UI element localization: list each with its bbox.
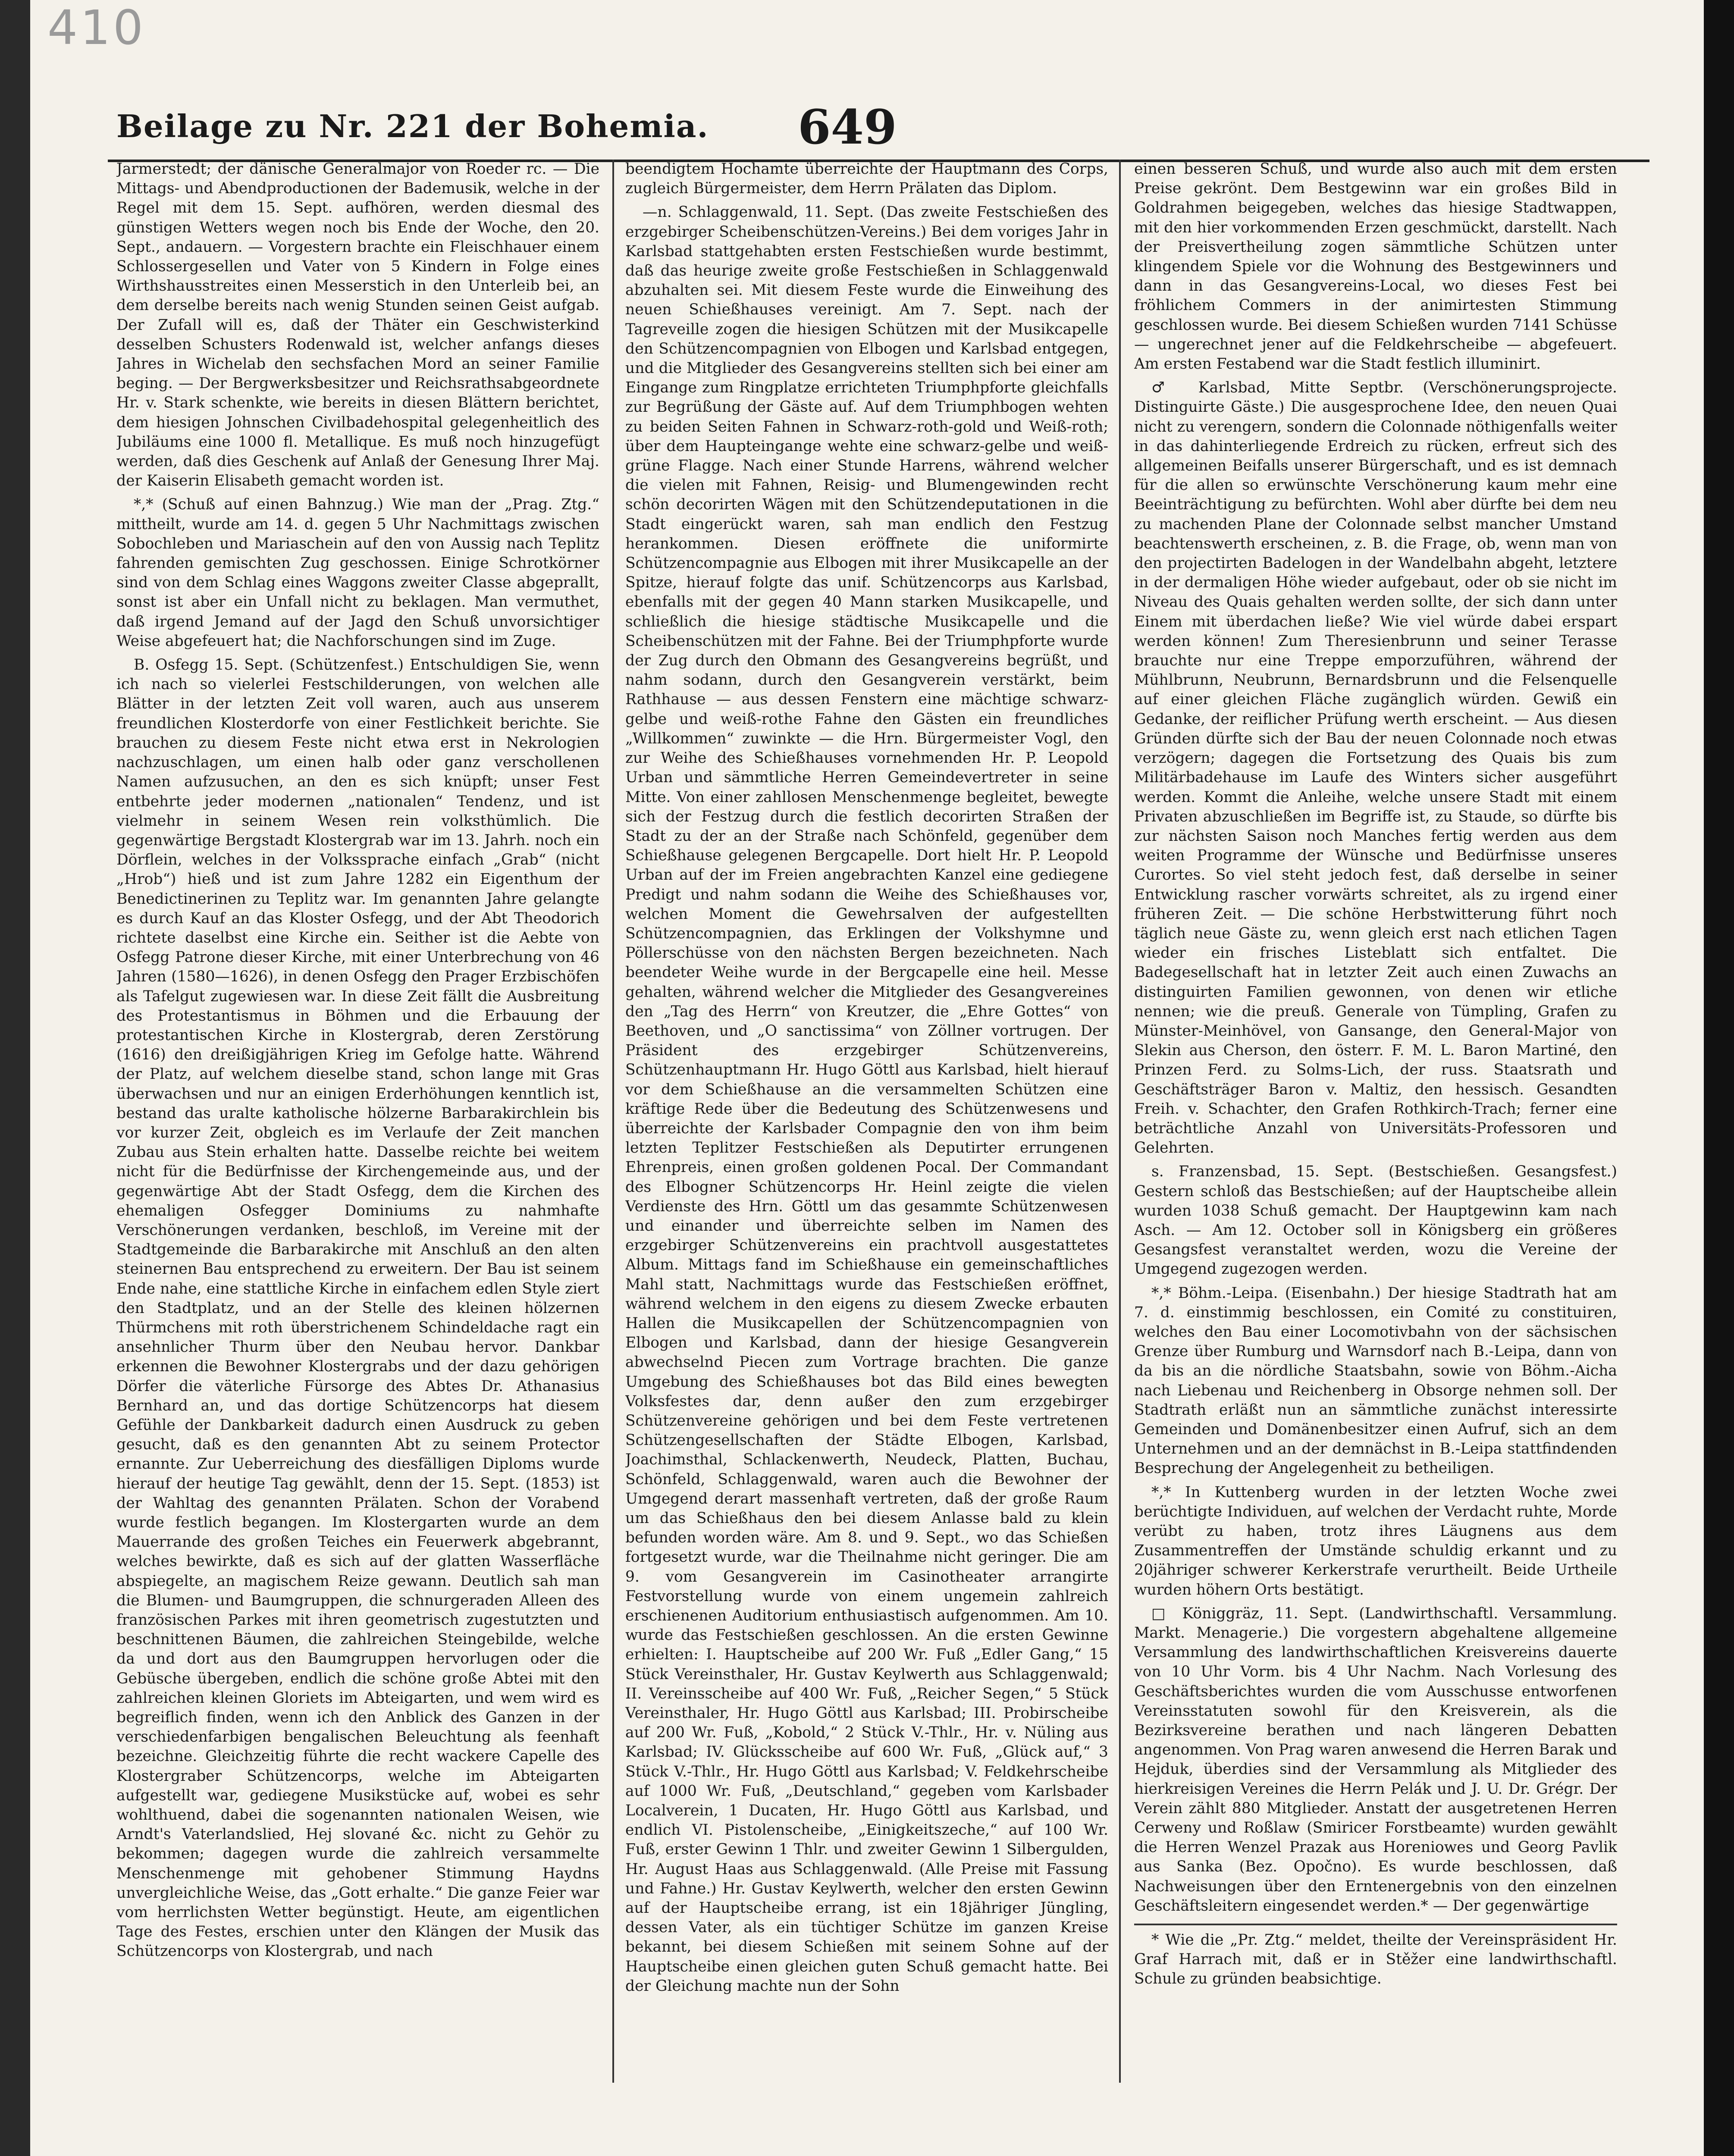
paragraph: ♂ Karlsbad, Mitte Septbr. (Verschönerungsprojecte. Distinguirte Gäste.) Die ausgesprochene Idee, den neuen Quai nicht zu verengern, sondern die Colonnade nöthigenfalls weiter in das dahinterliegende Erdreich zu rücken, erfreut sich des allgemeinen Beifalls unserer Bürgerschaft, und es ist demnach für die allen so erwünschte Verschönerung kaum mehr eine Beeinträchtigung zu befürchten. Wohl aber dürfte bei dem neu zu machenden Plane der Colonnade selbst mancher Umstand beachtenswerth erscheinen, z. B. die Frage, ob, wenn man von den projectirten Badelogen in der Wandelbahn abgeht, letztere in der dermaligen Höhe wieder aufgebaut, oder ob sie nicht im Niveau des Quais gehalten werden sollte, der sich dann unter Einem mit überdachen ließe? Wie viel würde dabei erspart werden können! Zum Theresienbrunn und seiner Terasse brauchte nur eine Treppe emporzuführen, während der Mühlbrunn, Neubrunn, Bernardsbrunn und die Felsenquelle auf einer gleichen Fläche zugänglich würden. Gewiß ein Gedanke, der reiflicher Prüfung werth erscheint. — Aus diesen Gründen dürfte sich der Bau der neuen Colonnade noch etwas verzögern; dagegen die Fortsetzung des Quais bis zum Militärbadehause im Laufe des Winters sicher ausgeführt werden. Kommt die Anleihe, welche unsere Stadt mit einem Privaten abzuschließen im Begriffe ist, zu Staude, so dürfte bis zur nächsten Saison noch Manches fertig werden aus dem weiten Programme der Wünsche und Bedürfnisse unseres Curortes. So viel steht jedoch fest, daß derselbe in seiner Entwicklung rascher vorwärts schreitet, als zu irgend einer früheren Zeit. — Die schöne Herbstwitterung führt noch täglich neue Gäste zu, wenn gleich erst nach etlichen Tagen wieder ein frisches Listeblatt sich entfaltet. Die Badegesellschaft hat in letzter Zeit auch einen Zuwachs an distinguirten Familien gewonnen, von denen wir etliche nennen; wie die preuß. Generale von Tümpling, Grafen zu Münster-Meinhövel, von Gansange, den General-Major von Slekin aus Cherson, den österr. F. M. L. Baron Martiné, den Prinzen Ferd. zu Solms-Lich, der russ. Staatsrath und Geschäftsträger Baron v. Maltiz, den hessisch. Gesandten Freih. v. Schachter, den Grafen Rothkirch-Trach; ferner eine beträchtliche Anzahl von Universitäts-Professoren und Gelehrten. [1134, 379, 1617, 1157]
footnote: * Wie die „Pr. Ztg.“ meldet, theilte der Vereinspräsident Hr. Graf Harrach mit, daß er in Stěžer eine landwirthschaftl. Schule zu gründen beabsichtige. [1134, 1924, 1617, 1989]
paragraph: *,* Böhm.-Leipa. (Eisenbahn.) Der hiesige Stadtrath hat am 7. d. einstimmig beschlossen, ein Comité zu constituiren, welches den Bau einer Locomotivbahn von der sächsischen Grenze über Rumburg und Warnsdorf nach B.-Leipa, dann von da bis an die nördliche Staatsbahn, sowie von Böhm.-Aicha nach Liebenau und Reichenberg in Obsorge nehmen soll. Der Stadtrath erläßt nun an sämmtliche zunächst interessirte Gemeinden und Domänenbesitzer einen Aufruf, sich an dem Unternehmen und an der demnächst in B.-Leipa stattfindenden Besprechung der Angelegenheit zu betheiligen. [1134, 1284, 1617, 1477]
paragraph: □ Königgräz, 11. Sept. (Landwirthschaftl. Versammlung. Markt. Menagerie.) Die vorgestern abgehaltene allgemeine Versammlung des landwirthschaftlichen Kreisvereins dauerte von 10 Uhr Vorm. bis 4 Uhr Nachm. Nach Vorlesung des Geschäftsberichtes wurden die vom Ausschusse entworfenen Vereinsstatuten sowohl für den Kreisverein, als die Bezirksvereine berathen und nach längeren Debatten angenommen. Von Prag waren anwesend die Herren Barak und Hejduk, überdies sind der Versammlung als Mitglieder des hierkreisigen Vereines die Herrn Pelák und J. U. Dr. Grégr. Der Verein zählt 880 Mitglieder. Anstatt der ausgetretenen Herren Cerweny und Roßlaw (Smiricer Forstbeamte) wurden gewählt die Herren Wenzel Prazak aus Horeniowes und Georg Pavlik aus Sanka (Bez. Opočno). Es wurde beschlossen, daß Nachweisungen über den Erntenergebnis von den einzelnen Geschäftsleitern eingesendet werden.* — Der gegenwärtige [1134, 1604, 1617, 1915]
paragraph: Jarmerstedt; der dänische Generalmajor von Roeder rc. — Die Mittags- und Abendproductionen der Bademusik, welche in der Regel mit dem 15. Sept. aufhören, werden diesmal des günstigen Wetters wegen noch bis Ende der Woche, den 20. Sept., andauern. — Vorgestern brachte ein Fleischhauer einem Schlossergesellen und Vater von 5 Kindern in Folge eines Wirthshausstreites einen Messerstich in den Unterleib bei, an dem derselbe bereits nach wenig Stunden seinen Geist aufgab. Der Zufall will es, daß der Thäter ein Geschwisterkind desselben Schusters Rodenwald ist, welcher anfangs dieses Jahres in Wichelab den sechsfachen Mord an seiner Familie beging. — Der Bergwerksbesitzer und Reichsrathsabgeordnete Hr. v. Stark schenkte, wie bereits in diesen Blättern berichtet, dem hiesigen Johnschen Civilbadehospital gelegenheitlich des Jubiläums eine 1000 fl. Metallique. Es muß noch hinzugefügt werden, daß dies Geschenk auf Anlaß der Genesung Ihrer Maj. der Kaiserin Elisabeth gemacht worden ist. [116, 160, 599, 490]
margin-note: 410 [47, 0, 146, 55]
column-2 [625, 160, 1108, 2143]
article-columns [108, 160, 1712, 2143]
page-number: 649 [798, 99, 897, 155]
paragraph: beendigtem Hochamte überreichte der Hauptmann des Corps, zugleich Bürgermeister, dem Herrn Prälaten das Diplom. [625, 160, 1108, 197]
paragraph: *,* (Schuß auf einen Bahnzug.) Wie man der „Prag. Ztg.“ mittheilt, wurde am 14. d. gegen 5 Uhr Nachmittags zwischen Sobochleben und Mariaschein auf den von Aussig nach Teplitz fahrenden gemischten Zug geschossen. Einige Schrotkörner sind von dem Schlag eines Waggons zweiter Classe abgeprallt, sonst ist aber ein Unfall nicht zu beklagen. Man vermuthet, daß irgend Jemand auf der Jagd den Schuß unvorsichtiger Weise abgefeuert hat; die Nachforschungen sind im Zuge. [116, 496, 599, 650]
paragraph: —n. Schlaggenwald, 11. Sept. (Das zweite Festschießen des erzgebirger Scheibenschützen-Vereins.) Bei dem voriges Jahr in Karlsbad stattgehabten ersten Festschießen wurde bestimmt, daß das heurige zweite große Festschießen in Schlaggenwald abzuhalten sei. Mit diesem Feste wurde die Einweihung des neuen Schießhauses vereinigt. Am 7. Sept. nach der Tagreveille zogen die hiesigen Schützen mit der Musikcapelle den Schützencompagnien von Elbogen und Karlsbad entgegen, und die Mitglieder des Gesangvereins stellten sich bei einer am Eingange zum Ringplatze errichteten Triumphpforte gleichfalls zur Begrüßung der Gäste auf. Auf dem Triumphbogen wehten zu beiden Seiten Fahnen in Schwarz-roth-gold und Weiß-roth; über dem Haupteingange wehte eine schwarz-gelbe und weiß-grüne Flagge. Nach einer Stunde Harrens, während welcher die vielen mit Fahnen, Reisig- und Blumengewinden recht schön decorirten Wägen mit den Schützendeputationen in die Stadt eingerückt waren, sah man endlich den Festzug herankommen. Diesen eröffnete die uniformirte Schützencompagnie aus Elbogen mit ihrer Musikcapelle an der Spitze, hierauf folgte das unif. Schützencorps aus Karlsbad, ebenfalls mit der gegen 40 Mann starken Musikcapelle, und schließlich die hiesige städtische Musikcapelle und die Scheibenschützen mit der Fahne. Bei der Triumphpforte wurde der Zug durch den Obmann des Gesangvereins begrüßt, und nahm sodann, durch den Gesangverein verstärkt, beim Rathhause — aus dessen Fenstern eine mächtige schwarz-gelbe und weiß-rothe Fahne den Gästen ein freundliches „Willkommen“ zuwinkte — die Hrn. Bürgermeister Vogl, den zur Weihe des Schießhauses vornehmenden Hr. P. Leopold Urban und sämmtliche Herren Gemeindevertreter in seine Mitte. Von einer zahllosen Menschenmenge begleitet, bewegte sich der Festzug durch die festlich decorirten Straßen der Stadt zu der an der Straße nach Schönfeld, gegenüber dem Schießhause gelegenen Bergcapelle. Dort hielt Hr. P. Leopold Urban auf der im Freien angebrachten Kanzel eine gediegene Predigt und nahm sodann die Weihe des Schießhauses vor, welchen Moment die Gewehrsalven der aufgestellten Schützencompagnien, das Erklingen der Volkshymne und Pöllerschüsse von den nächsten Bergen bezeichneten. Nach beendeter Weihe wurde in der Bergcapelle eine heil. Messe gehalten, während welcher die Mitglieder des Gesangvereines den „Tag des Herrn“ von Kreutzer, die „Ehre Gottes“ von Beethoven, und „O sanctissima“ von Zöllner vortrugen. Der Präsident des erzgebirger Schützenvereins, Schützenhauptmann Hr. Hugo Göttl aus Karlsbad, hielt hierauf vor dem Schießhause an die versammelten Schützen eine kräftige Rede über die Bedeutung des Schützenwesens und überreichte der Karlsbader Compagnie den von ihm beim letzten Teplitzer Festschießen als Deputirter errungenen Ehrenpreis, einen großen goldenen Pocal. Der Commandant des Elbogner Schützencorps Hr. Heinl zeigte die vielen Verdienste des Hrn. Göttl um das gesammte Schützenwesen und einander und überreichte selben im Namen des erzgebirger Schützenvereins ein prachtvoll ausgestattetes Album. Mittags fand im Schießhause ein gemeinschaftliches Mahl statt, Nachmittags wurde das Festschießen eröffnet, während welchem in den eigens zu diesem Zwecke erbauten Hallen die Musikcapellen der Schützencompagnien von Elbogen und Karlsbad, dann der hiesige Gesangverein abwechselnd Piecen zum Vortrage brachten. Die ganze Umgebung des Schießhauses bot das Bild eines bewegten Volksfestes dar, denn außer den zum erzgebirger Schützenvereine gehörigen und bei dem Feste vertretenen Schützengesellschaften der Städte Elbogen, Karlsbad, Joachimsthal, Schlackenwerth, Neudeck, Platten, Buchau, Schönfeld, Schlaggenwald, waren auch die Bewohner der Umgegend derart massenhaft vertreten, daß der große Raum um das Schießhaus den bei diesem Anlasse bald zu klein befunden worden wäre. Am 8. und 9. Sept., wo das Schießen fortgesetzt wurde, war die Theilnahme nicht geringer. Die am 9. vom Gesangverein im Casinotheater arrangirte Festvorstellung wurde von einem ungemein zahlreich erschienenen Auditorium enthusiastisch aufgenommen. Am 10. wurde das Festschießen geschlossen. An die ersten Gewinne erhielten: I. Hauptscheibe auf 200 Wr. Fuß „Edler Gang,“ 15 Stück Vereinsthaler, Hr. Gustav Keylwerth aus Schlaggenwald; II. Vereinsscheibe auf 400 Wr. Fuß, „Reicher Segen,“ 5 Stück Vereinsthaler, Hr. Hugo Göttl aus Karlsbad; III. Probirscheibe auf 200 Wr. Fuß, „Kobold,“ 2 Stück V.-Thlr., Hr. v. Nüling aus Karlsbad; IV. Glücksscheibe auf 600 Wr. Fuß, „Glück auf,“ 3 Stück V.-Thlr., Hr. Hugo Göttl aus Karlsbad; V. Feldkehrscheibe auf 1000 Wr. Fuß, „Deutschland,“ gegeben vom Karlsbader Localverein, 1 Ducaten, Hr. Hugo Göttl aus Karlsbad, und endlich VI. Pistolenscheibe, „Einigkeitszeche,“ auf 100 Wr. Fuß, erster Gewinn 1 Thlr. und zweiter Gewinn 1 Silbergulden, Hr. August Haas aus Schlaggenwald. (Alle Preise mit Fassung und Fahne.) Hr. Gustav Keylwerth, welcher den ersten Gewinn auf der Hauptscheibe errang, ist ein 18jähriger Jüngling, dessen Vater, als ein tüchtiger Schütze im ganzen Kreise bekannt, bei diesem Schießen mit seinem Sohne auf der Hauptscheibe einen gleichen guten Schuß gemacht hatte. Bei der Gleichung machte nun der Sohn [625, 204, 1108, 1995]
column-1 [116, 160, 599, 2143]
paragraph: B. Osfegg 15. Sept. (Schützenfest.) Entschuldigen Sie, wenn ich nach so vielerlei Festschilderungen, von welchen alle Blätter in der letzten Zeit voll waren, auch aus unserem freundlichen Klosterdorfe von einer Festlichkeit berichte. Sie brauchen zu diesem Feste nicht etwa erst in Nekrologien nachzuschlagen, um einen halb oder ganz verschollenen Namen aufzusuchen, an den es sich knüpft; unser Fest entbehrte jeder modernen „nationalen“ Tendenz, und ist vielmehr in seinem Wesen rein volksthümlich. Die gegenwärtige Bergstadt Klostergrab war im 13. Jahrh. noch ein Dörflein, welches in der Volkssprache einfach „Grab“ (nicht „Hrob“) hieß und ist zum Jahre 1282 ein Eigenthum der Benedictinerinen zu Teplitz war. Im genannten Jahre gelangte es durch Kauf an das Kloster Osfegg, und der Abt Theodorich richtete daselbst eine Kirche ein. Seither ist die Aebte von Osfegg Patrone dieser Kirche, mit einer Unterbrechung von 46 Jahren (1580—1626), in denen Osfegg den Prager Erzbischöfen als Tafelgut zugewiesen war. In diese Zeit fällt die Ausbreitung des Protestantismus in Böhmen und die Erbauung der protestantischen Kirche in Klostergrab, deren Zerstörung (1616) den dreißigjährigen Krieg im Gefolge hatte. Während der Platz, auf welchem dieselbe stand, schon lange mit Gras überwachsen und nur an einigen Erderhöhungen kenntlich ist, bestand das uralte katholische hölzerne Barbarakirchlein bis vor kurzer Zeit, obgleich es im Verlaufe der Zeit manchen Zubau aus Stein erhalten hatte. Dasselbe reichte bei weitem nicht für die Bedürfnisse der Kirchengemeinde aus, und der gegenwärtige Abt der Stadt Osfegg, dem die Kirchen des ehemaligen Osfegger Dominiums zu nahmhafte Verschönerungen verdanken, beschloß, im Vereine mit der Stadtgemeinde die Barbarakirche mit Anschluß an den alten steinernen Bau entsprechend zu erweitern. Der Bau ist seinem Ende nahe, eine stattliche Kirche in einfachem edlen Style ziert den Stadtplatz, und an der Stelle des kleinen hölzernen Thürmchens mit roth überstrichenem Schindeldache ragt ein ansehnlicher Thurm über den Neubau hervor. Dankbar erkennen die Bewohner Klostergrabs und der dazu gehörigen Dörfer die väterliche Fürsorge des Abtes Dr. Athanasius Bernhard an, und das dortige Schützencorps hat diesem Gefühle der Dankbarkeit dadurch einen Ausdruck zu geben gesucht, daß es den genannten Abt zu seinem Protector ernannte. Zur Ueberreichung des diesfälligen Diploms wurde hierauf der heutige Tag gewählt, denn der 15. Sept. (1853) ist der Wahltag des genannten Prälaten. Schon der Vorabend wurde festlich begangen. Im Klostergarten wurde an dem Mauerrande des großen Teiches ein Feuerwerk abgebrannt, welches bewirkte, daß es sich auf der glatten Wasserfläche abspiegelte, an magischem Reize gewann. Deutlich sah man die Blumen- und Baumgruppen, die schnurgeraden Alleen des französischen Parkes mit ihren geometrisch zugestutzten und beschnittenen Bäumen, die zahlreichen Steingebilde, welche da und dort aus den Baumgruppen hervorlugen oder die Gebüsche übergeben, endlich die schöne große Abtei mit den zahlreichen kleinen Gloriets im Abteigarten, und wem wird es begreiflich finden, wenn ich den Anblick des Ganzen in der verschiedenfarbigen bengalischen Beleuchtung als feenhaft bezeichne. Gleichzeitig führte die recht wackere Capelle des Klostergraber Schützencorps, welche im Abteigarten aufgestellt war, gediegene Musikstücke auf, wobei es sehr wohlthuend, dabei die sogenannten nationalen Weisen, wie Arndt's Vaterlandslied, Hej slované &c. nicht zu Gehör zu bekommen; dagegen wurde die zahlreich versammelte Menschenmenge mit gehobener Stimmung Haydns unvergleichliche Weise, das „Gott erhalte.“ Die ganze Feier war vom herrlichsten Wetter begünstigt. Heute, am eigentlichen Tage des Festes, erschien unter den Klängen der Musik das Schützencorps von Klostergrab, und nach [116, 656, 599, 1960]
paragraph: *,* In Kuttenberg wurden in der letzten Woche zwei berüchtigte Individuen, auf welchen der Verdacht ruhte, Morde verübt zu haben, trotz ihres Läugnens aus dem Zusammentreffen der Umstände schuldig erkannt und zu 20jähriger schwerer Kerkerstrafe verurtheilt. Beide Urtheile wurden höhern Orts bestätigt. [1134, 1483, 1617, 1598]
paragraph: s. Franzensbad, 15. Sept. (Bestschießen. Gesangsfest.) Gestern schloß das Bestschießen; auf der Hauptscheibe allein wurden 1038 Schuß gemacht. Der Hauptgewinn kam nach Asch. — Am 12. October soll in Königsberg ein größeres Gesangsfest veranstaltet werden, wozu die Vereine der Umgegend zugezogen werden. [1134, 1163, 1617, 1278]
supplement-title: Beilage zu Nr. 221 der Bohemia. [116, 108, 709, 144]
column-divider [1119, 160, 1121, 2083]
column-3 [1134, 160, 1617, 2143]
newspaper-page [30, 0, 1714, 2156]
page-header [108, 99, 1649, 155]
column-divider [612, 160, 614, 2083]
paragraph: einen besseren Schuß, und wurde also auch mit dem ersten Preise gekrönt. Dem Bestgewinn war ein großes Bild in Goldrahmen beigegeben, welches das hiesige Stadtwappen, mit den hier vorkommenden Erzen geschmückt, darstellt. Nach der Preisvertheilung zogen sämmtliche Schützen unter klingendem Spiele vor die Wohnung des Bestgewinners und dann in das Gesangvereins-Local, wo dieses Fest bei fröhlichem Commers in der animirtesten Stimmung geschlossen wurde. Bei diesem Schießen wurden 7141 Schüsse — ungerechnet jener auf die Feldkehrscheibe — abgefeuert. Am ersten Festabend war die Stadt festlich illuminirt. [1134, 160, 1617, 373]
scan-edge [1704, 0, 1734, 2156]
